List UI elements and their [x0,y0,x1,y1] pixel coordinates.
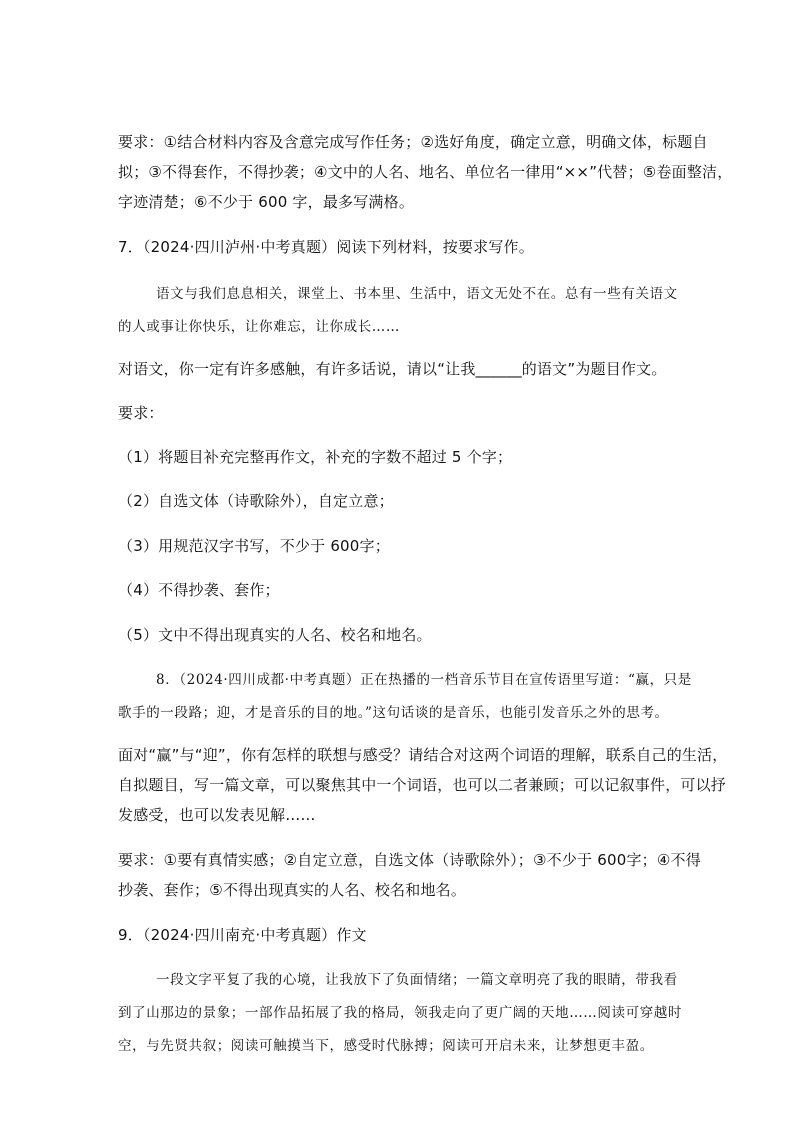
q8-requirement-line-2: 抄袭、套作；⑤不得出现真实的人名、校名和地名。 [118,881,467,899]
q7-requirement-3: （3）用规范汉字书写，不少于 600字； [118,537,390,555]
q9-material-line-2: 到了山那边的景象；一部作品拓展了我的格局，领我走向了更广阔的天地……阅读可穿越时 [118,1005,682,1021]
q8-prompt-line-1: 面对“赢”与“迎”，你有怎样的联想与感受？请结合对这两个词语的理解，联系自己的生活， [118,746,728,764]
q8-material-line-1: 8．（2024·四川成都·中考真题）正在热播的一档音乐节目在宣传语里写道：“赢，只是 [156,672,692,688]
q7-title: 7．（2024·四川泸州·中考真题）阅读下列材料，按要求写作。 [118,238,534,256]
q6-requirement-line-1: 要求：①结合材料内容及含意完成写作任务；②选好角度，确定立意，明确文体，标题自 [118,133,708,151]
q9-material-line-1: 一段文字平复了我的心境，让我放下了负面情绪；一篇文章明亮了我的眼睛，带我看 [156,972,678,988]
q6-requirement-line-3: 字迹清楚；⑥不少于 600 字，最多写满格。 [118,193,415,211]
q7-requirement-1: （1）将题目补充完整再作文，补充的字数不超过 5 个字； [118,448,513,466]
q8-prompt-line-2: 自拟题目，写一篇文章，可以聚焦其中一个词语，也可以二者兼顾；可以记叙事件，可以抒 [118,776,727,794]
q7-requirement-4: （4）不得抄袭、套作； [118,581,280,599]
q7-requirement-2: （2）自选文体（诗歌除外），自定立意； [118,492,394,510]
q8-requirement-line-1: 要求：①要有真情实感；②自定立意，自选文体（诗歌除外）；③不少于 600字；④不得 [118,851,701,869]
q6-requirement-line-2: 拟；③不得套作，不得抄袭；④文中的人名、地名、单位名一律用“××”代替；⑤卷面整洁， [118,163,733,181]
q7-prompt: 对语文，你一定有许多感触，有许多话说，请以“让我______的语文”为题目作文。 [118,360,667,378]
q7-material-line-1: 语文与我们息息相关，课堂上、书本里、生活中，语文无处不在。总有一些有关语文 [156,286,678,302]
q9-title: 9．（2024·四川南充·中考真题）作文 [118,926,367,944]
q8-prompt-line-3: 发感受，也可以发表见解…… [118,806,316,824]
q7-requirement-5: （5）文中不得出现真实的人名、校名和地名。 [118,626,432,644]
q7-material-line-2: 的人或事让你快乐，让你难忘，让你成长…… [118,319,400,335]
q9-material-line-3: 空，与先贤共叙；阅读可触摸当下，感受时代脉搏；阅读可开启未来，让梦想更丰盈。 [118,1038,654,1054]
q8-material-line-2: 歌手的一段路；迎，才是音乐的目的地。”这句话谈的是音乐，也能引发音乐之外的思考。 [118,705,669,721]
q7-requirement-heading: 要求： [118,404,164,422]
